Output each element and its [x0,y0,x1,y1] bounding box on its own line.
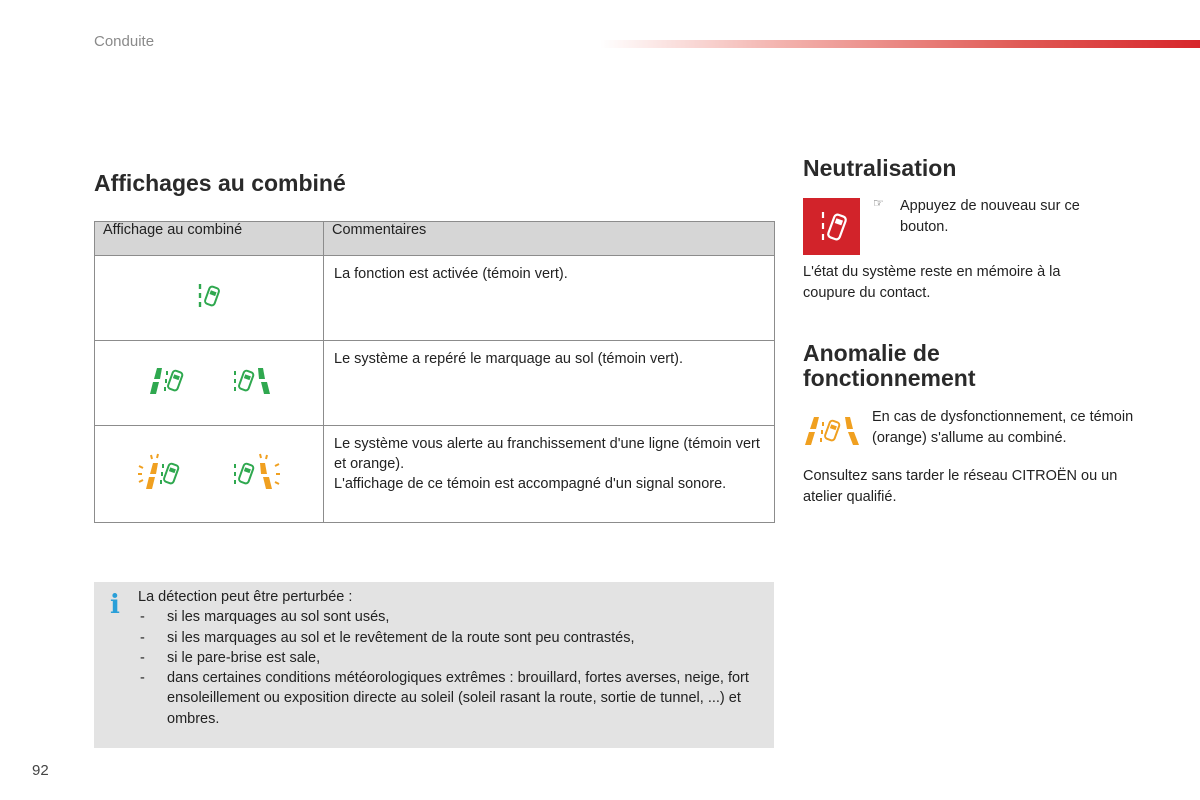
page-number: 92 [32,762,49,779]
info-icon: i [110,590,120,620]
info-intro: La détection peut être perturbée : [138,589,353,605]
table-header-display: Affichage au combiné [95,222,324,256]
info-content [138,587,763,729]
lane-assist-green-icon [196,299,222,315]
neutralisation-instruction: Appuyez de nouveau sur ce bouton. [900,198,1080,235]
table-cell-comment [324,341,775,426]
list-item: - dans certaines conditions météorologiques extrêmes : brouillard, fortes averses, neige, fort ensoleillement ou exposition directe au soleil (soleil rasant la route, sortie de tunnel, ...) et ombres. [138,668,763,729]
table-row [95,256,775,341]
display-table [94,221,775,523]
section-title-anomalie: Anomalie de fonctionnement [803,340,976,391]
lane-crossing-left-orange-icon [137,452,187,496]
table-cell-icons [95,426,324,523]
table-cell-icons [95,341,324,426]
lane-crossing-right-orange-icon [231,452,281,496]
section-title-displays: Affichages au combiné [94,170,346,196]
section-label: Conduite [94,33,155,50]
lane-marking-left-green-icon [147,365,187,401]
comment-line: Le système vous alerte au franchissement d'une ligne (témoin vert et orange). [334,436,760,472]
list-item: - si le pare-brise est sale, [138,648,763,668]
lane-assist-fault-orange-icon [803,414,861,453]
table-cell-comment [324,426,775,523]
header-accent-bar [600,40,1200,48]
table-cell-comment [324,256,775,341]
lane-assist-button-icon [803,198,860,255]
comment-line: La fonction est activée (témoin vert). [334,266,568,282]
list-item: - si les marquages au sol sont usés, [138,607,763,627]
section-title-neutralisation: Neutralisation [803,155,957,181]
lane-marking-right-green-icon [231,365,271,401]
anomaly-text: En cas de dysfonctionnement, ce témoin (orange) s'allume au combiné. [872,409,1134,446]
memory-note: L'état du système reste en mémoire à la coupure du contact. [803,264,1061,301]
info-box [94,582,774,748]
table-row [95,426,775,523]
consult-text: Consultez sans tarder le réseau CITROËN ou un atelier qualifié. [803,468,1118,505]
table-cell-icons [95,256,324,341]
table-header-comments: Commentaires [324,222,775,256]
comment-line: L'affichage de ce témoin est accompagné d'un signal sonore. [334,476,727,492]
info-list [138,607,763,729]
pointer-bullet-icon: ☞ [873,196,884,210]
comment-line: Le système a repéré le marquage au sol (témoin vert). [334,351,683,367]
table-row [95,341,775,426]
list-item: - si les marquages au sol et le revêtement de la route sont peu contrastés, [138,628,763,648]
